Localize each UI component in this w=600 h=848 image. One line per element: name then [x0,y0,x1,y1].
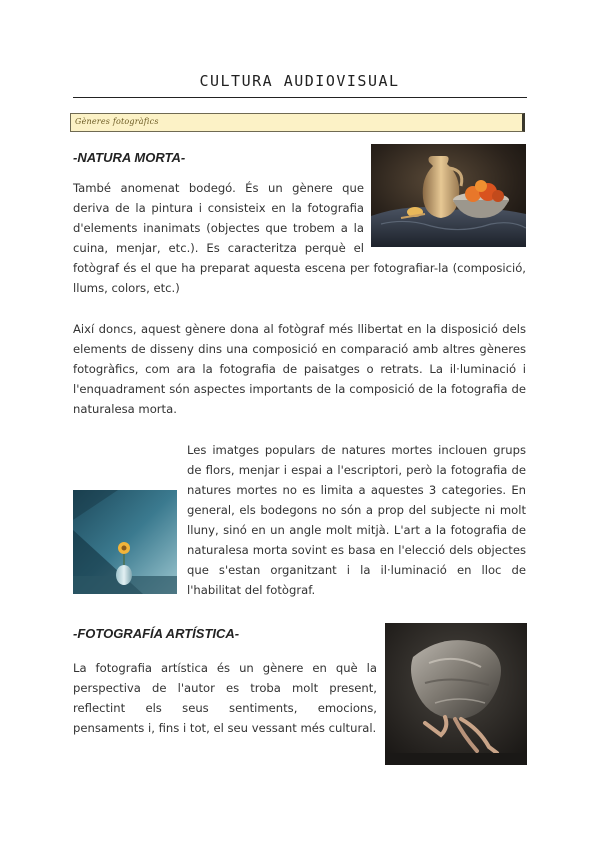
title-divider [73,97,527,98]
artistic-photo [385,623,527,765]
natura-morta-paragraph-3: Les imatges populars de natures mortes inclouen grups de flors, menjar i espai a l'escriptori, però la fotografia de natures mortes no es limita a aquestes 3 categories. En general, els bodegons no són a prop del subjecte ni molt lluny, sinó en un angle molt mitjà. L'art a la fotografia de naturalesa morta sovint es basa en l'elecció dels objectes que s'estan organitzant i la il·luminació en lloc de l'habilitat del fotògraf. [73,440,526,600]
fotografia-artistica-paragraph: La fotografia artística és un gènere en què la perspectiva de l'autor es troba molt present, reflectint els seus sentiments, emocions, pensaments i, fins i tot, el seu vessant més cultural. [73,661,377,735]
natura-morta-heading: -NATURA MORTA- [73,150,186,165]
page-title: CULTURA AUDIOVISUAL [199,72,400,90]
photo-float-spacer [73,482,187,600]
fotografia-artistica-heading: -FOTOGRAFÍA ARTÍSTICA- [73,626,240,641]
natura-morta-paragraph-1: També anomenat bodegó. És un gènere que deriva de la pintura i consisteix en la fotografia d'elements inanimats (objectes que trobem a la cuina, menjar, etc.). Es caracteritza perquè el fotògraf és el que ha preparat aquesta escena per fotografiar-la (composició, llums, colors, etc.) [73,178,526,298]
section-header-bar [70,113,525,132]
section-label: Gèneres fotogràfics [75,117,159,126]
natura-morta-paragraph-2: Així doncs, aquest gènere dona al fotògraf més llibertat en la disposició dels elements de disseny dins una composició en comparació amb altres gèneres fotogràfics, com ara la fotografia de paisatges o retrats. La il·luminació i l'enquadrament són aspectes importants de la composició de la fotografia de naturalesa morta. [73,322,526,416]
photo-float-spacer [364,178,526,248]
